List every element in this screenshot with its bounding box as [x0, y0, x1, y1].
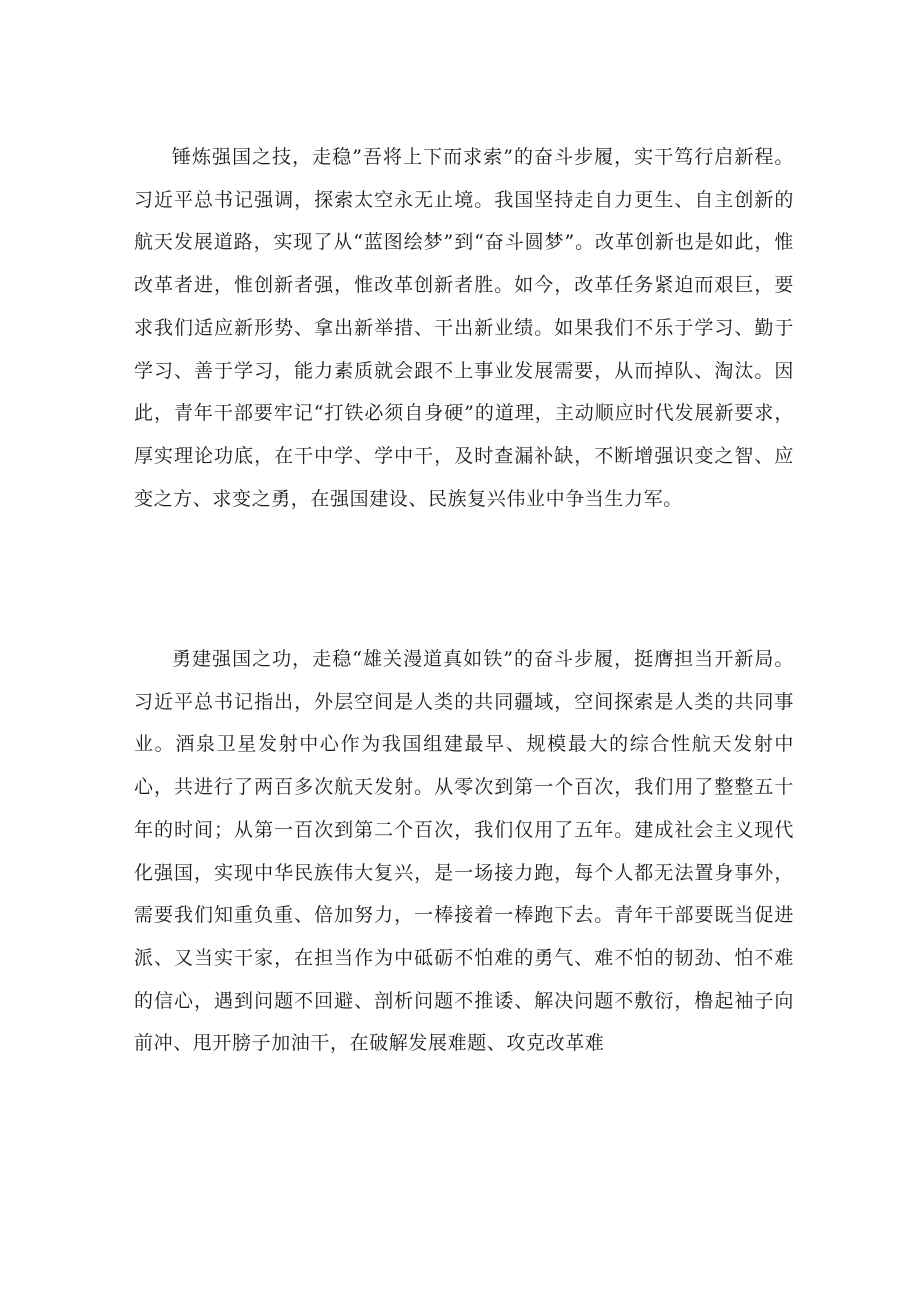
paragraph-achievement: 勇建强国之功，走稳“雄关漫道真如铁”的奋斗步履，挺膺担当开新局。习近平总书记指出，外层空间是人类的共同疆域，空间探索是人类的共同事业。酒泉卫星发射中心作为我国组建最早、规模最大的综合性航天发射中心，共进行了两百多次航天发射。从零次到第一个百次，我们用了整整五十年的时间；从第一百次到第二个百次，我们仅用了五年。建成社会主义现代化强国，实现中华民族伟大复兴，是一场接力跑，每个人都无法置身事外，需要我们知重负重、倍加努力，一棒接着一棒跑下去。青年干部要既当促进派、又当实干家，在担当作为中砥砺不怕难的勇气、难不怕的韧劲、怕不难的信心，遇到问题不回避、剖析问题不推诿、解决问题不敷衍，橹起袖子向前冲、甩开膀子加油干，在破解发展难题、攻克改革难 [134, 648, 794, 1055]
paragraph-technique: 锤炼强国之技，走稳”吾将上下而求索”的奋斗步履，实干笃行启新程。习近平总书记强调，探索太空永无止境。我国坚持走自力更生、自主创新的航天发展道路，实现了从“蓝图绘梦”到“奋斗圆梦”。改革创新也是如此，惟改革者进，惟创新者强，惟改革创新者胜。如今，改革任务紧迫而艰巨，要求我们适应新形势、拿出新举措、干出新业绩。如果我们不乐于学习、勤于学习、善于学习，能力素质就会跟不上事业发展需要，从而掉队、淘汰。因此，青年干部要牢记“打铁必须自身硬”的道理，主动顺应时代发展新要求，厚实理论功底，在干中学、学中干，及时查漏补缺，不断增强识变之智、应变之方、求变之勇，在强国建设、民族复兴伟业中争当生力军。 [134, 146, 794, 510]
